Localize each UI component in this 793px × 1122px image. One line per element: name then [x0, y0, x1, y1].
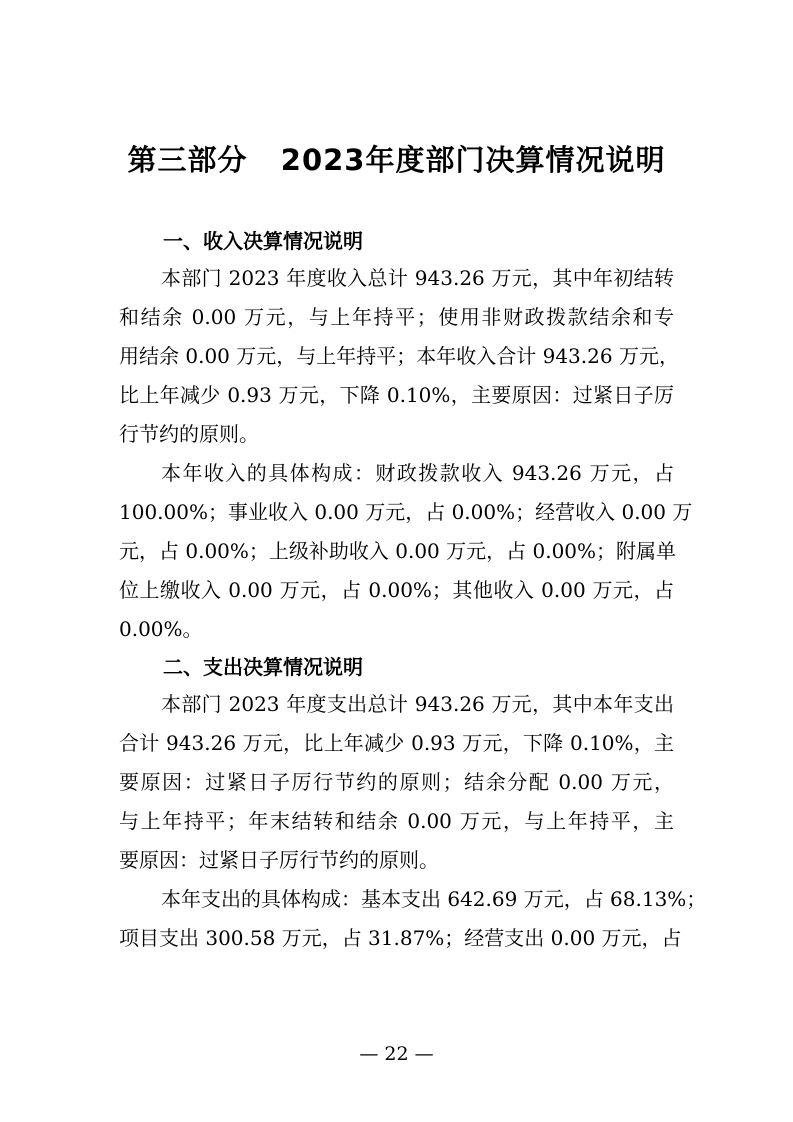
paragraph-line: 本部门 2023 年度收入总计 943.26 万元，其中年初结转 [161, 266, 674, 290]
paragraph-line: 0.00%。 [119, 617, 203, 641]
paragraph-line: 要原因：过紧日子厉行节约的原则；结余分配 0.00 万元， [119, 770, 674, 794]
section-heading: 二、支出决算情况说明 [163, 655, 363, 679]
paragraph-line: 本年支出的具体构成：基本支出 642.69 万元，占 68.13%； [161, 887, 707, 911]
paragraph [119, 454, 693, 649]
paragraph-line: 比上年减少 0.93 万元，下降 0.10%，主要原因：过紧日子厉 [119, 383, 674, 407]
paragraph-line: 位上缴收入 0.00 万元，占 0.00%；其他收入 0.00 万元，占 [119, 578, 674, 602]
section-heading: 一、收入决算情况说明 [163, 229, 363, 253]
paragraph [119, 880, 707, 958]
page-title: 第三部分 2023年度部门决算情况说明 [127, 143, 666, 177]
paragraph-line: 要原因：过紧日子厉行节约的原则。 [119, 848, 439, 872]
page-number: — 22 — [359, 1043, 434, 1065]
paragraph-line: 行节约的原则。 [119, 422, 259, 446]
paragraph-line: 100.00%；事业收入 0.00 万元，占 0.00%；经营收入 0.00 万 [119, 500, 693, 524]
paragraph-line: 合计 943.26 万元，比上年减少 0.93 万元，下降 0.10%，主 [119, 731, 674, 755]
document-body [119, 223, 707, 958]
paragraph-line: 元，占 0.00%；上级补助收入 0.00 万元，占 0.00%；附属单 [119, 539, 677, 563]
paragraph-line: 项目支出 300.58 万元，占 31.87%；经营支出 0.00 万元，占 [119, 926, 682, 950]
paragraph [119, 259, 679, 454]
paragraph [119, 685, 674, 880]
paragraph-line: 和结余 0.00 万元，与上年持平；使用非财政拨款结余和专 [119, 305, 674, 329]
paragraph-line: 本部门 2023 年度支出总计 943.26 万元，其中本年支出 [161, 692, 674, 716]
paragraph-line: 用结余 0.00 万元，与上年持平；本年收入合计 943.26 万元， [119, 344, 679, 368]
paragraph-line: 与上年持平；年末结转和结余 0.00 万元，与上年持平，主 [119, 809, 674, 833]
paragraph-line: 本年收入的具体构成：财政拨款收入 943.26 万元，占 [161, 461, 674, 485]
